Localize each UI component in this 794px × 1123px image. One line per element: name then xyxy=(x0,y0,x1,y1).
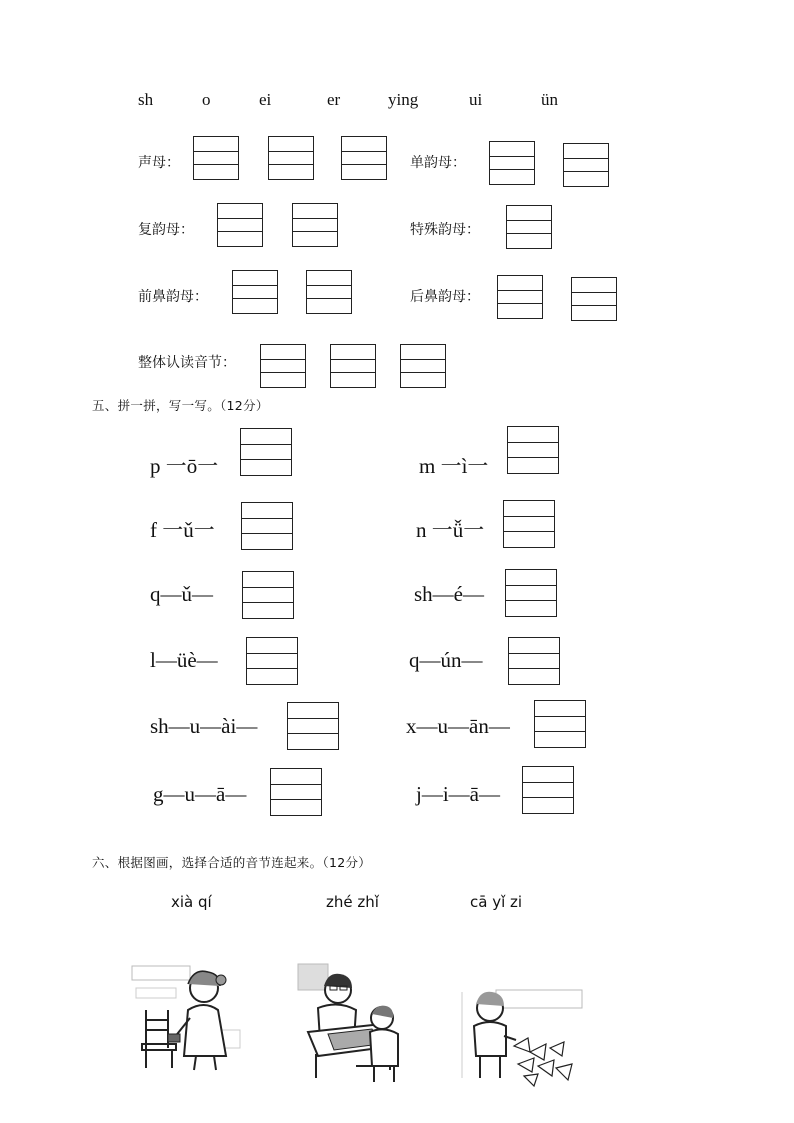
label-whole-syllables: 整体认读音节： xyxy=(138,355,236,371)
playing-chess-picture[interactable] xyxy=(294,962,414,1086)
writing-box[interactable] xyxy=(240,428,292,476)
spell-item: j—i—ā— xyxy=(416,782,500,806)
spell-item: n 一ǚ一 xyxy=(416,518,485,542)
spell-item: f 一ǔ一 xyxy=(150,518,215,542)
writing-box[interactable] xyxy=(193,136,239,180)
girl-wiping-chair-picture[interactable] xyxy=(128,960,246,1078)
writing-box[interactable] xyxy=(242,571,294,619)
letter-ui: ui xyxy=(469,90,483,109)
writing-box[interactable] xyxy=(497,275,543,319)
label-special-finals: 特殊韵母： xyxy=(410,222,480,238)
writing-box[interactable] xyxy=(268,136,314,180)
folding-paper-picture[interactable] xyxy=(458,982,586,1090)
writing-box[interactable] xyxy=(506,205,552,249)
label-back-nasal: 后鼻韵母： xyxy=(410,289,480,305)
writing-box[interactable] xyxy=(341,136,387,180)
writing-box[interactable] xyxy=(508,637,560,685)
spell-item: x—u—ān— xyxy=(406,714,510,738)
spell-item: q—ǔ— xyxy=(150,582,213,606)
writing-box[interactable] xyxy=(522,766,574,814)
letter-ei: ei xyxy=(259,90,272,109)
writing-box[interactable] xyxy=(489,141,535,185)
letter-sh: sh xyxy=(138,90,154,109)
letter-er: er xyxy=(327,90,341,109)
label-compound-finals: 复韵母： xyxy=(138,222,194,238)
writing-box[interactable] xyxy=(270,768,322,816)
writing-box[interactable] xyxy=(292,203,338,247)
writing-box[interactable] xyxy=(503,500,555,548)
writing-box[interactable] xyxy=(330,344,376,388)
writing-box[interactable] xyxy=(571,277,617,321)
label-front-nasal: 前鼻韵母： xyxy=(138,289,208,305)
section-5-title: 五、拼一拼，写一写。（12分） xyxy=(92,398,269,413)
spell-item: q—ún— xyxy=(409,648,483,672)
writing-box[interactable] xyxy=(563,143,609,187)
spell-item: g—u—ā— xyxy=(153,782,247,806)
letter-ying: ying xyxy=(388,90,419,109)
writing-box[interactable] xyxy=(507,426,559,474)
writing-box[interactable] xyxy=(260,344,306,388)
writing-box[interactable] xyxy=(241,502,293,550)
letter-un: ün xyxy=(541,90,558,109)
writing-box[interactable] xyxy=(505,569,557,617)
label-simple-finals: 单韵母： xyxy=(410,155,466,171)
writing-box[interactable] xyxy=(246,637,298,685)
option-zhe-zhi[interactable]: zhé zhǐ xyxy=(326,893,379,911)
spell-item: sh—é— xyxy=(414,582,484,606)
writing-box[interactable] xyxy=(306,270,352,314)
section-6-title: 六、根据图画，选择合适的音节连起来。（12分） xyxy=(92,855,372,870)
writing-box[interactable] xyxy=(232,270,278,314)
writing-box[interactable] xyxy=(534,700,586,748)
option-ca-yi-zi[interactable]: cā yǐ zi xyxy=(470,893,523,911)
writing-box[interactable] xyxy=(400,344,446,388)
spell-item: p 一ō一 xyxy=(150,454,219,478)
spell-item: sh—u—ài— xyxy=(150,714,258,738)
spell-item: l—üè— xyxy=(150,648,218,672)
writing-box[interactable] xyxy=(217,203,263,247)
spell-item: m 一ì一 xyxy=(419,454,489,478)
label-initials: 声母： xyxy=(138,155,180,171)
letter-o: o xyxy=(202,90,211,109)
writing-box[interactable] xyxy=(287,702,339,750)
option-xia-qi[interactable]: xià qí xyxy=(171,893,212,911)
